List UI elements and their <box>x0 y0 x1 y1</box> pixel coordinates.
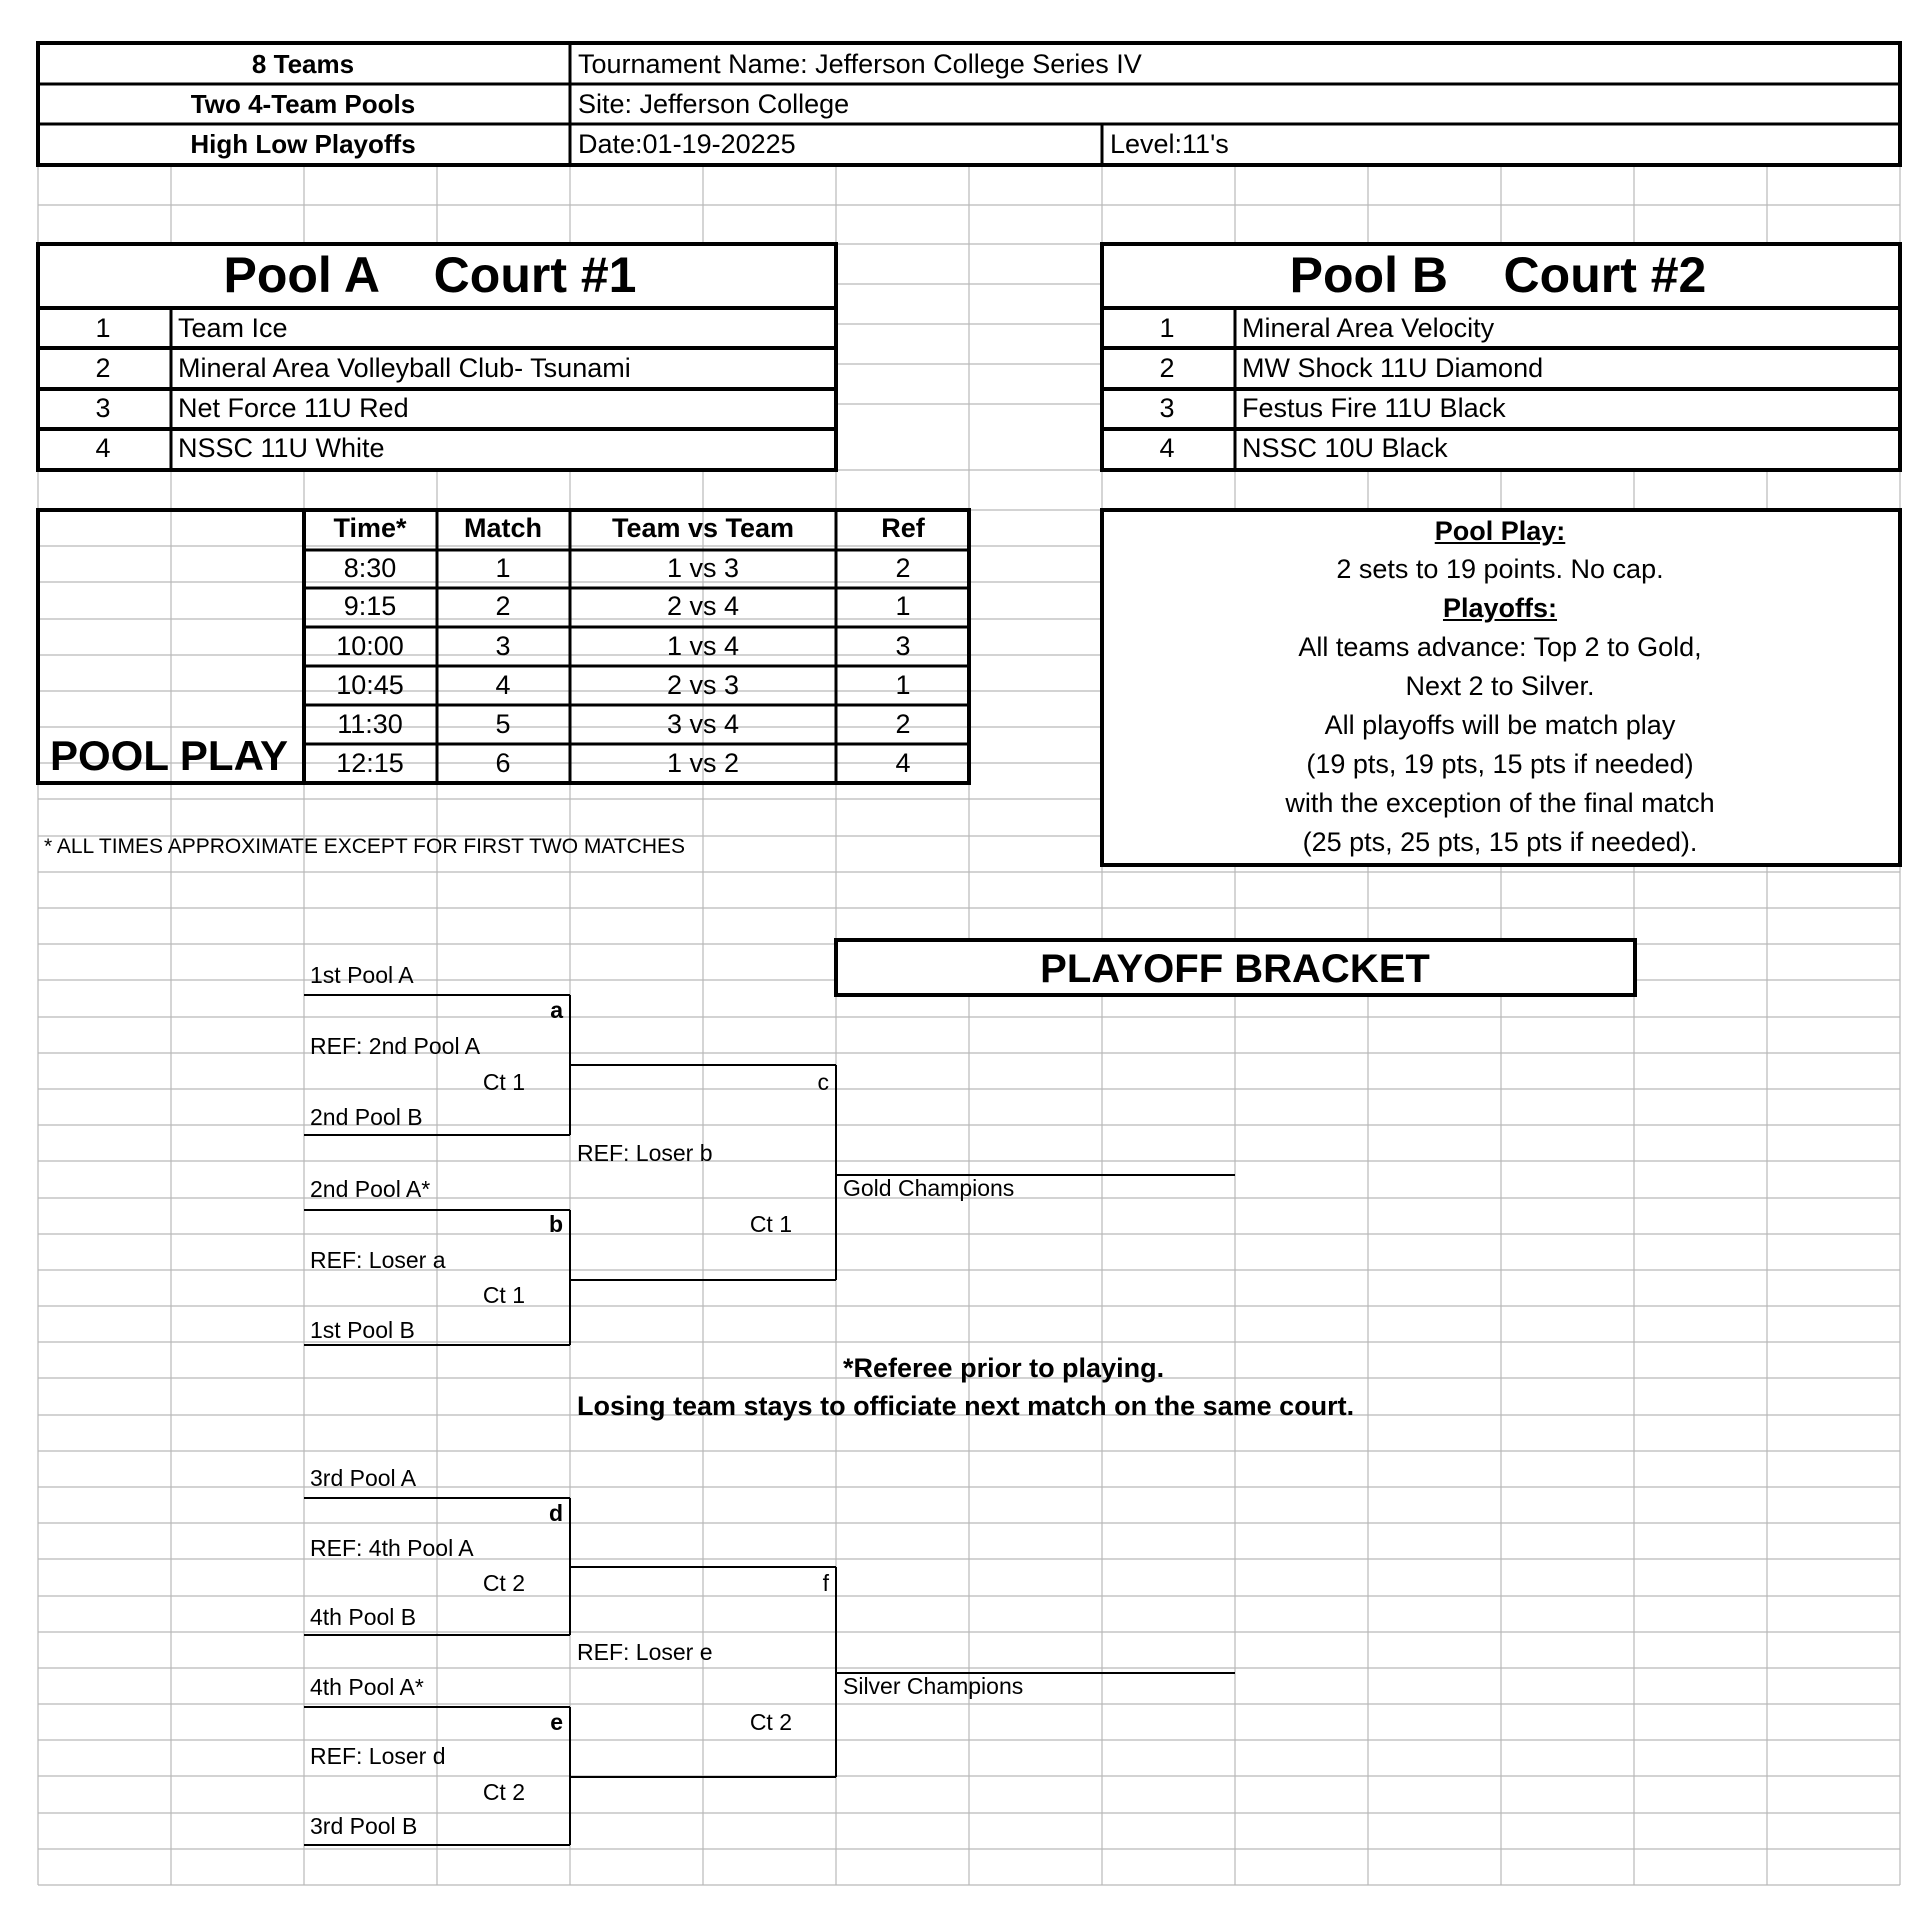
pool-b-title: Pool B Court #2 <box>1289 247 1707 303</box>
pool-b-team-name: NSSC 10U Black <box>1242 433 1448 463</box>
bracket-seed: 1st Pool A <box>310 962 414 988</box>
bracket-match-letter: f <box>822 1570 829 1596</box>
pool-a-team-number: 4 <box>95 433 111 463</box>
schedule-teams: 2 vs 3 <box>666 670 740 700</box>
schedule-time: 12:15 <box>336 748 404 778</box>
bracket-court: Ct 1 <box>749 1211 792 1237</box>
header-teams-line: 8 Teams <box>251 49 355 79</box>
bracket-seed: 2nd Pool B <box>310 1104 423 1130</box>
pool-a-team-name: Team Ice <box>178 313 288 343</box>
schedule-ref: 2 <box>895 553 911 583</box>
rules-line: (19 pts, 19 pts, 15 pts if needed) <box>1306 749 1694 779</box>
pool-b-team-name: Mineral Area Velocity <box>1242 313 1495 343</box>
schedule-header-ref: Ref <box>881 513 925 543</box>
schedule-ref: 4 <box>895 748 911 778</box>
pool-b-team-number: 4 <box>1159 433 1175 463</box>
rules-line: Next 2 to Silver. <box>1405 671 1595 701</box>
pool-a-team-number: 3 <box>95 393 111 423</box>
bracket-seed: 1st Pool B <box>310 1317 415 1343</box>
schedule-time: 10:00 <box>336 631 404 661</box>
bracket-ref: REF: 4th Pool A <box>310 1535 474 1561</box>
bracket-ref: REF: Loser a <box>310 1247 446 1273</box>
schedule-time: 9:15 <box>343 591 397 621</box>
schedule-match: 3 <box>495 631 511 661</box>
schedule-ref: 3 <box>895 631 911 661</box>
header-pools-line: Two 4-Team Pools <box>190 89 416 119</box>
schedule-match: 5 <box>495 709 511 739</box>
bracket-seed: 4th Pool B <box>310 1604 417 1630</box>
pool-b-team-name: Festus Fire 11U Black <box>1242 393 1506 423</box>
schedule-ref: 1 <box>895 591 911 621</box>
schedule-header-team-vs-team: Team vs Team <box>611 513 795 543</box>
bracket-seed: 3rd Pool B <box>310 1813 418 1839</box>
bracket-ref: REF: Loser e <box>577 1639 713 1665</box>
schedule-header-time: Time* <box>333 513 407 543</box>
rules-pool-play-heading: Pool Play: <box>1434 516 1566 546</box>
schedule-match: 2 <box>495 591 511 621</box>
rules-line: All playoffs will be match play <box>1324 710 1676 740</box>
bracket-court: Ct 2 <box>482 1779 525 1805</box>
officiate-note: Losing team stays to officiate next match on the same court. <box>577 1391 1355 1421</box>
pool-a-team-number: 2 <box>95 353 111 383</box>
silver-champions-label: Silver Champions <box>843 1673 1024 1699</box>
tournament-date: Date:01-19-20225 <box>578 129 796 159</box>
schedule-match: 4 <box>495 670 511 700</box>
bracket-court: Ct 1 <box>482 1282 525 1308</box>
bracket-seed: 3rd Pool A <box>310 1465 417 1491</box>
rules-line: (25 pts, 25 pts, 15 pts if needed). <box>1302 827 1698 857</box>
schedule-ref: 2 <box>895 709 911 739</box>
schedule-teams: 1 vs 4 <box>666 631 740 661</box>
bracket-match-letter: e <box>550 1709 563 1735</box>
bracket-match-letter: a <box>550 997 563 1023</box>
schedule-teams: 1 vs 3 <box>666 553 740 583</box>
schedule-match: 1 <box>495 553 511 583</box>
schedule-teams: 3 vs 4 <box>666 709 740 739</box>
bracket-seed: 4th Pool A* <box>310 1674 424 1700</box>
bracket-court: Ct 2 <box>482 1570 525 1596</box>
bracket-match-letter: d <box>548 1500 563 1526</box>
playoff-bracket-title: PLAYOFF BRACKET <box>1040 947 1430 991</box>
pool-a-team-name: NSSC 11U White <box>178 433 385 463</box>
rules-line: All teams advance: Top 2 to Gold, <box>1298 632 1702 662</box>
bracket-ref: REF: Loser d <box>310 1743 446 1769</box>
pool-play-label: POOL PLAY <box>50 732 289 779</box>
referee-note: *Referee prior to playing. <box>843 1353 1165 1383</box>
pool-b-team-number: 2 <box>1159 353 1175 383</box>
schedule-header-match: Match <box>463 513 543 543</box>
pool-a-team-number: 1 <box>95 313 111 343</box>
pool-b-team-number: 3 <box>1159 393 1175 423</box>
bracket-court: Ct 1 <box>482 1069 525 1095</box>
tournament-site: Site: Jefferson College <box>578 89 850 119</box>
rules-playoffs-heading: Playoffs: <box>1442 593 1558 623</box>
gold-champions-label: Gold Champions <box>843 1175 1015 1201</box>
schedule-ref: 1 <box>895 670 911 700</box>
bracket-match-letter: c <box>817 1069 829 1095</box>
rules-line: with the exception of the final match <box>1285 788 1715 818</box>
pool-a-team-name: Net Force 11U Red <box>178 393 409 423</box>
pool-a-title: Pool A Court #1 <box>223 247 637 303</box>
schedule-time: 8:30 <box>343 553 397 583</box>
rules-pool-play-text: 2 sets to 19 points. No cap. <box>1336 554 1664 584</box>
pool-b-team-name: MW Shock 11U Diamond <box>1242 353 1544 383</box>
tournament-name: Tournament Name: Jefferson College Series IV <box>578 49 1142 79</box>
header-playoffs-line: High Low Playoffs <box>190 129 416 159</box>
schedule-time: 11:30 <box>337 709 403 739</box>
bracket-match-letter: b <box>548 1211 563 1237</box>
schedule-teams: 2 vs 4 <box>666 591 740 621</box>
schedule-teams: 1 vs 2 <box>666 748 740 778</box>
pool-a-team-name: Mineral Area Volleyball Club- Tsunami <box>178 353 631 383</box>
pool-b-team-number: 1 <box>1159 313 1175 343</box>
bracket-ref: REF: Loser b <box>577 1140 713 1166</box>
schedule-time: 10:45 <box>336 670 404 700</box>
bracket-seed: 2nd Pool A* <box>310 1176 431 1202</box>
bracket-court: Ct 2 <box>749 1709 792 1735</box>
schedule-match: 6 <box>495 748 511 778</box>
tournament-level: Level:11's <box>1110 129 1229 159</box>
bracket-ref: REF: 2nd Pool A <box>310 1033 481 1059</box>
schedule-footnote: * ALL TIMES APPROXIMATE EXCEPT FOR FIRST TWO MATCHES <box>44 835 686 858</box>
